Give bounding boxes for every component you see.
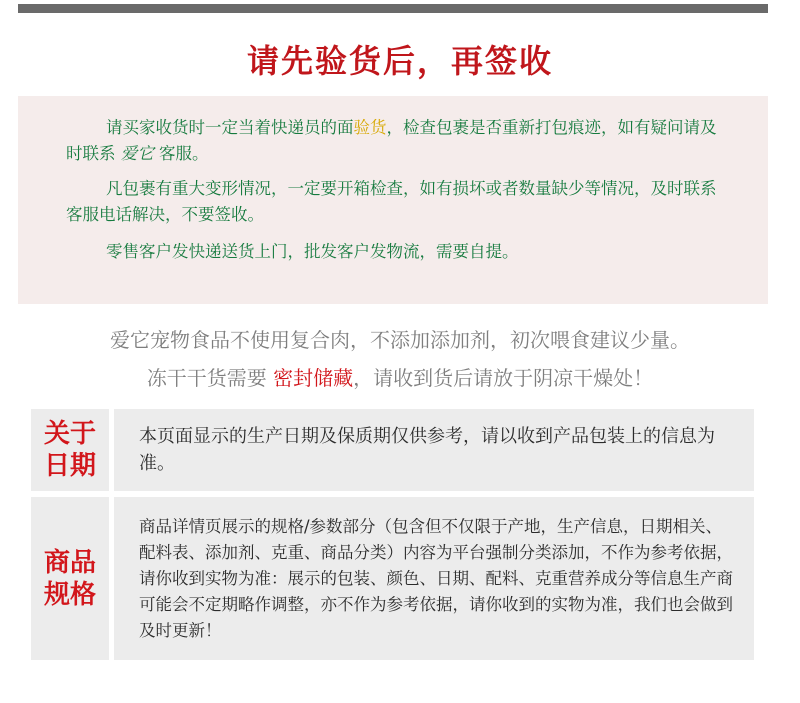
spec-section-label bbox=[31, 497, 109, 660]
spec-section-body bbox=[114, 497, 754, 660]
note-line-storage bbox=[0, 362, 800, 391]
date-label-line1: 关于 bbox=[43, 419, 96, 449]
spec-label-line1: 商品 bbox=[43, 547, 96, 578]
notice-p1-text-2: ，检查包裹是否重新打包痕迹，如有疑问请及时联系 bbox=[66, 118, 717, 163]
notice-p1-tail: 客服。 bbox=[159, 144, 209, 163]
spec-info-row bbox=[31, 497, 754, 660]
notice-p2-text: 凡包裹有重大变形情况，一定要开箱检查，如有损坏或者数量缺少等情况，及时联系客服电话解决，不要签收。 bbox=[66, 179, 717, 224]
brand-signature: 爱它 bbox=[120, 144, 154, 163]
note-storage-before: 冻干干货需要 bbox=[146, 366, 267, 390]
inspection-notice-box bbox=[18, 96, 768, 304]
note-storage-highlight: 密封储藏 bbox=[273, 366, 354, 390]
spec-section-text: 商品详情页展示的规格/参数部分（包含但不仅限于产地，生产信息，日期相关、配料表、添加剂、克重、商品分类）内容为平台强制分类添加，不作为参考依据，请你收到实物为准：展示的包装、颜色、日期、配料、克重营养成分等信息生产商可能会不定期略作调整，亦不作为参考依据，请你收到的实物为准，我们也会做到及时更新！ bbox=[139, 516, 733, 640]
top-divider-bar bbox=[18, 4, 768, 13]
note-storage-after: ，请收到货后请放于阴凉干燥处！ bbox=[353, 366, 654, 390]
date-label-line2: 日期 bbox=[43, 451, 96, 481]
notice-paragraph-damage bbox=[66, 176, 720, 228]
date-info-row bbox=[31, 409, 754, 491]
spec-label-line2: 规格 bbox=[43, 579, 96, 610]
notice-paragraph-inspect bbox=[66, 115, 720, 167]
date-section-label bbox=[31, 409, 109, 491]
date-section-text: 本页面显示的生产日期及保质期仅供参考，请以收到产品包装上的信息为准。 bbox=[139, 426, 715, 474]
notice-p1-text: 请买家收货时一定当着快递员的面 bbox=[106, 118, 354, 137]
note-line-ingredients: 爱它宠物食品不使用复合肉，不添加添加剂，初次喂食建议少量。 bbox=[110, 328, 690, 352]
notice-paragraph-delivery bbox=[66, 239, 720, 265]
notice-p1-highlight: 验货 bbox=[353, 118, 387, 137]
notice-p3-text: 零售客户发快递送货上门，批发客户发物流，需要自提。 bbox=[106, 242, 519, 261]
date-section-body bbox=[114, 409, 754, 491]
page-title: 请先验货后，再签收 bbox=[246, 42, 553, 80]
